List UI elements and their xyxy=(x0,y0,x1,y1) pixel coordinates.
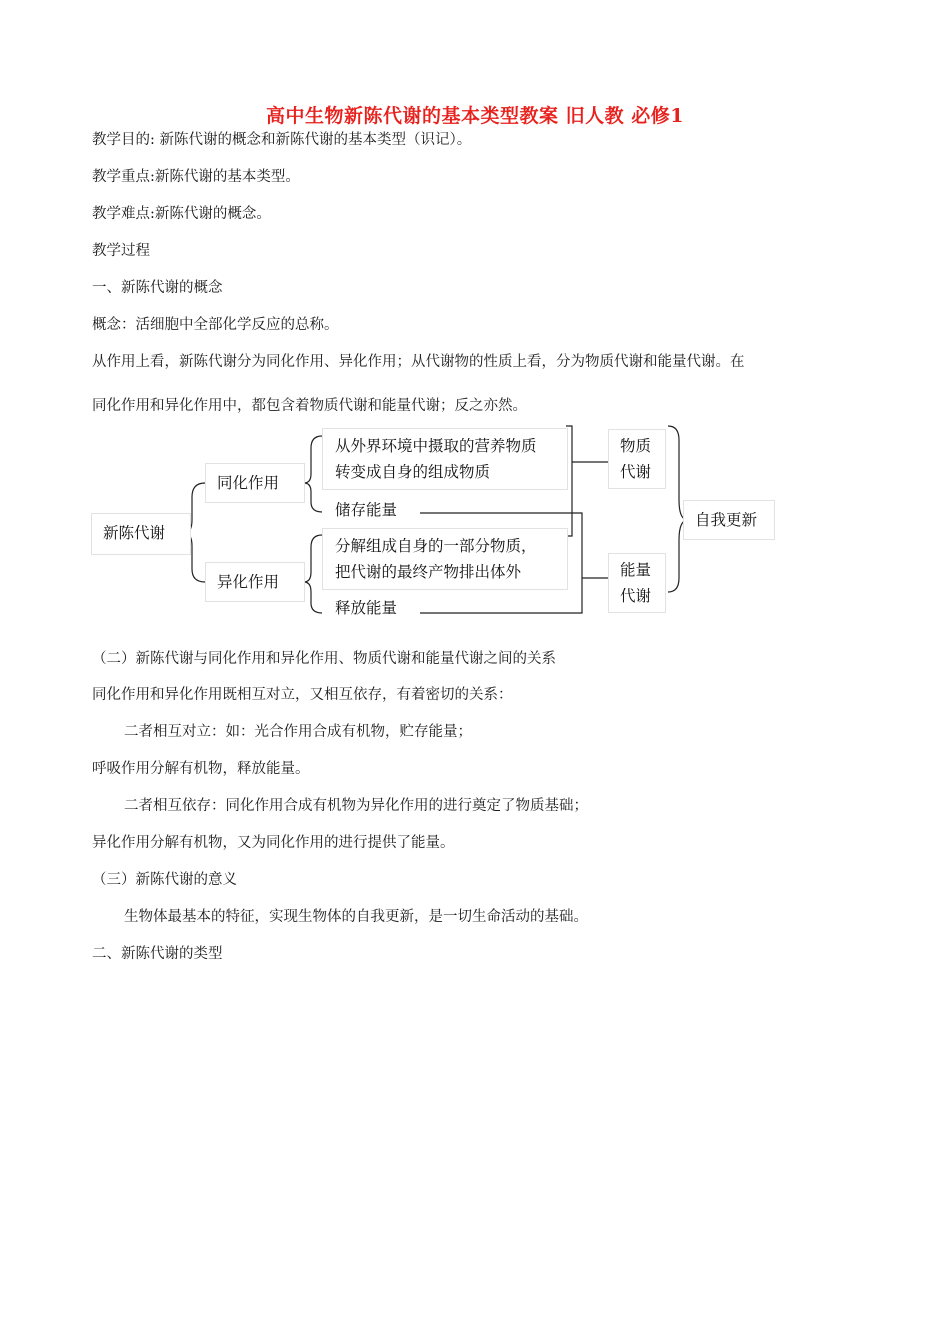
opposition-line-2: 呼吸作用分解有机物，释放能量。 xyxy=(92,761,310,777)
paragraph-line-1: 从作用上看，新陈代谢分为同化作用、异化作用；从代谢物的性质上看，分为物质代谢和能量代谢。在 xyxy=(92,354,745,370)
interdependence-line-2: 异化作用分解有机物，又为同化作用的进行提供了能量。 xyxy=(92,835,455,851)
teaching-objective: 教学目的: 新陈代谢的概念和新陈代谢的基本类型（识记）。 xyxy=(92,132,472,148)
dissimilation-brace xyxy=(304,535,322,613)
self-renewal-node: 自我更新 xyxy=(683,500,775,540)
dissimilation-energy-node: 释放能量 xyxy=(322,592,420,626)
assimilation-node: 同化作用 xyxy=(205,463,305,503)
assimilation-brace xyxy=(304,436,322,512)
teaching-focus: 教学重点:新陈代谢的基本类型。 xyxy=(92,169,300,185)
energy-metabolism-node: 能量 代谢 xyxy=(608,553,666,613)
document-title: 高中生物新陈代谢的基本类型教案 旧人教 必修1 xyxy=(266,105,684,127)
teaching-process-heading: 教学过程 xyxy=(92,243,150,259)
section-one-heading: 一、新陈代谢的概念 xyxy=(92,280,223,296)
relation-intro: 同化作用和异化作用既相互对立，又相互依存，有着密切的关系： xyxy=(92,687,513,703)
significance-text: 生物体最基本的特征，实现生物体的自我更新，是一切生命活动的基础。 xyxy=(124,909,588,925)
assimilation-matter-node: 从外界环境中摄取的营养物质 转变成自身的组成物质 xyxy=(322,428,568,490)
opposition-line-1: 二者相互对立：如：光合作用合成有机物，贮存能量； xyxy=(124,724,472,740)
root-node: 新陈代谢 xyxy=(91,513,191,555)
teaching-difficulty: 教学难点:新陈代谢的概念。 xyxy=(92,206,271,222)
dissimilation-matter-node: 分解组成自身的一部分物质， 把代谢的最终产物排出体外 xyxy=(322,528,568,590)
concept-definition: 概念：活细胞中全部化学反应的总称。 xyxy=(92,317,339,333)
assimilation-energy-node: 储存能量 xyxy=(322,492,420,530)
paragraph-line-2: 同化作用和异化作用中，都包含着物质代谢和能量代谢；反之亦然。 xyxy=(92,398,527,414)
matter-metabolism-node: 物质 代谢 xyxy=(608,429,666,489)
section-three-heading: （三）新陈代谢的意义 xyxy=(92,872,237,888)
interdependence-line-1: 二者相互依存：同化作用合成有机物为异化作用的进行奠定了物质基础； xyxy=(124,798,588,814)
section-two-heading: （二）新陈代谢与同化作用和异化作用、物质代谢和能量代谢之间的关系 xyxy=(92,651,556,667)
dissimilation-node: 异化作用 xyxy=(205,562,305,602)
part-two-heading: 二、新陈代谢的类型 xyxy=(92,946,223,962)
